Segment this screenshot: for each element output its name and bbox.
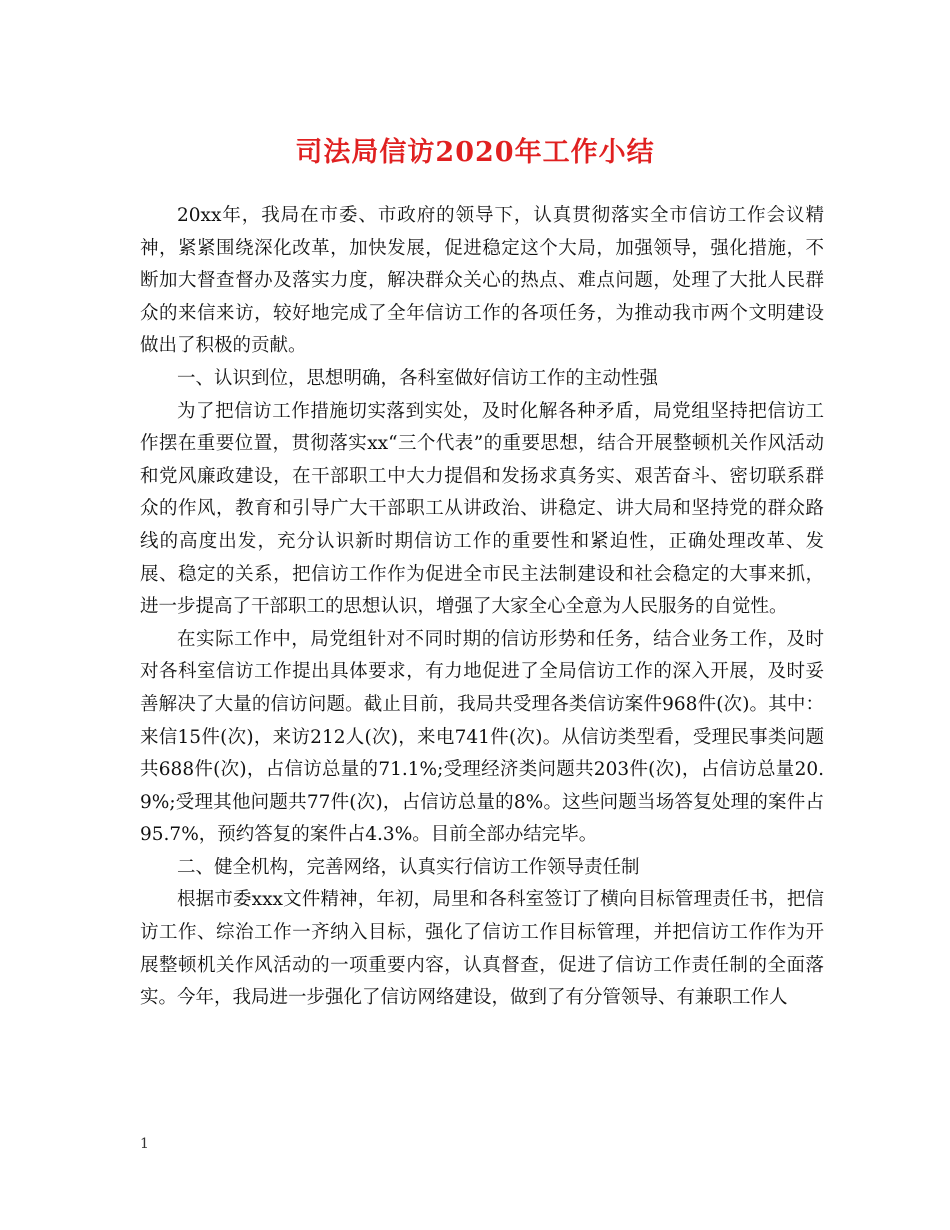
page-number: 1 [140,1136,149,1152]
paragraph-statistics: 在实际工作中，局党组针对不同时期的信访形势和任务，结合业务工作，及时对各科室信访工作提出具体要求，有力地促进了全局信访工作的深入开展，及时妥善解决了大量的信访问题。截止目前，我局共受理各类信访案件968件(次)。其中：来信15件(次)，来访212人(次)，来电741件(次)。从信访类型看，受理民事类问题共688件(次)，占信访总量的71.1%;受理经济类问题共203件(次)，占信访总量20.9%;受理其他问题共77件(次)，占信访总量的8%。这些问题当场答复处理的案件占95.7%，预约答复的案件占4.3%。目前全部办结完毕。 [140,628,824,846]
paragraph-intro: 20xx年，我局在市委、市政府的领导下，认真贯彻落实全市信访工作会议精神，紧紧围绕深化改革，加快发展，促进稳定这个大局，加强领导，强化措施，不断加大督查督办及落实力度，解决群众关心的热点、难点问题，处理了大批人民群众的来信来访，较好地完成了全年信访工作的各项任务，为推动我市两个文明建设做出了积极的贡献。 [140,205,824,357]
document-body [140,200,824,1015]
section-heading-2: 二、健全机构，完善网络，认真实行信访工作领导责任制 [177,856,640,878]
section-heading-1: 一、认识到位，思想明确，各科室做好信访工作的主动性强 [177,367,659,389]
paragraph-section-1: 为了把信访工作措施切实落到实处，及时化解各种矛盾，局党组坚持把信访工作摆在重要位置，贯彻落实xx“三个代表”的重要思想，结合开展整顿机关作风活动和党风廉政建设，在干部职工中大力提倡和发扬求真务实、艰苦奋斗、密切联系群众的作风，教育和引导广大干部职工从讲政治、讲稳定、讲大局和坚持党的群众路线的高度出发，充分认识新时期信访工作的重要性和紧迫性，正确处理改革、发展、稳定的关系，把信访工作作为促进全市民主法制建设和社会稳定的大事来抓，进一步提高了干部职工的思想认识，增强了大家全心全意为人民服务的自觉性。 [140,400,824,618]
document-title: 司法局信访2020年工作小结 [295,137,655,168]
paragraph-section-2: 根据市委xxx文件精神，年初，局里和各科室签订了横向目标管理责任书，把信访工作、综治工作一齐纳入目标，强化了信访工作目标管理，并把信访工作作为开展整顿机关作风活动的一项重要内容，认真督查，促进了信访工作责任制的全面落实。今年，我局进一步强化了信访网络建设，做到了有分管领导、有兼职工作人 [140,889,824,1009]
